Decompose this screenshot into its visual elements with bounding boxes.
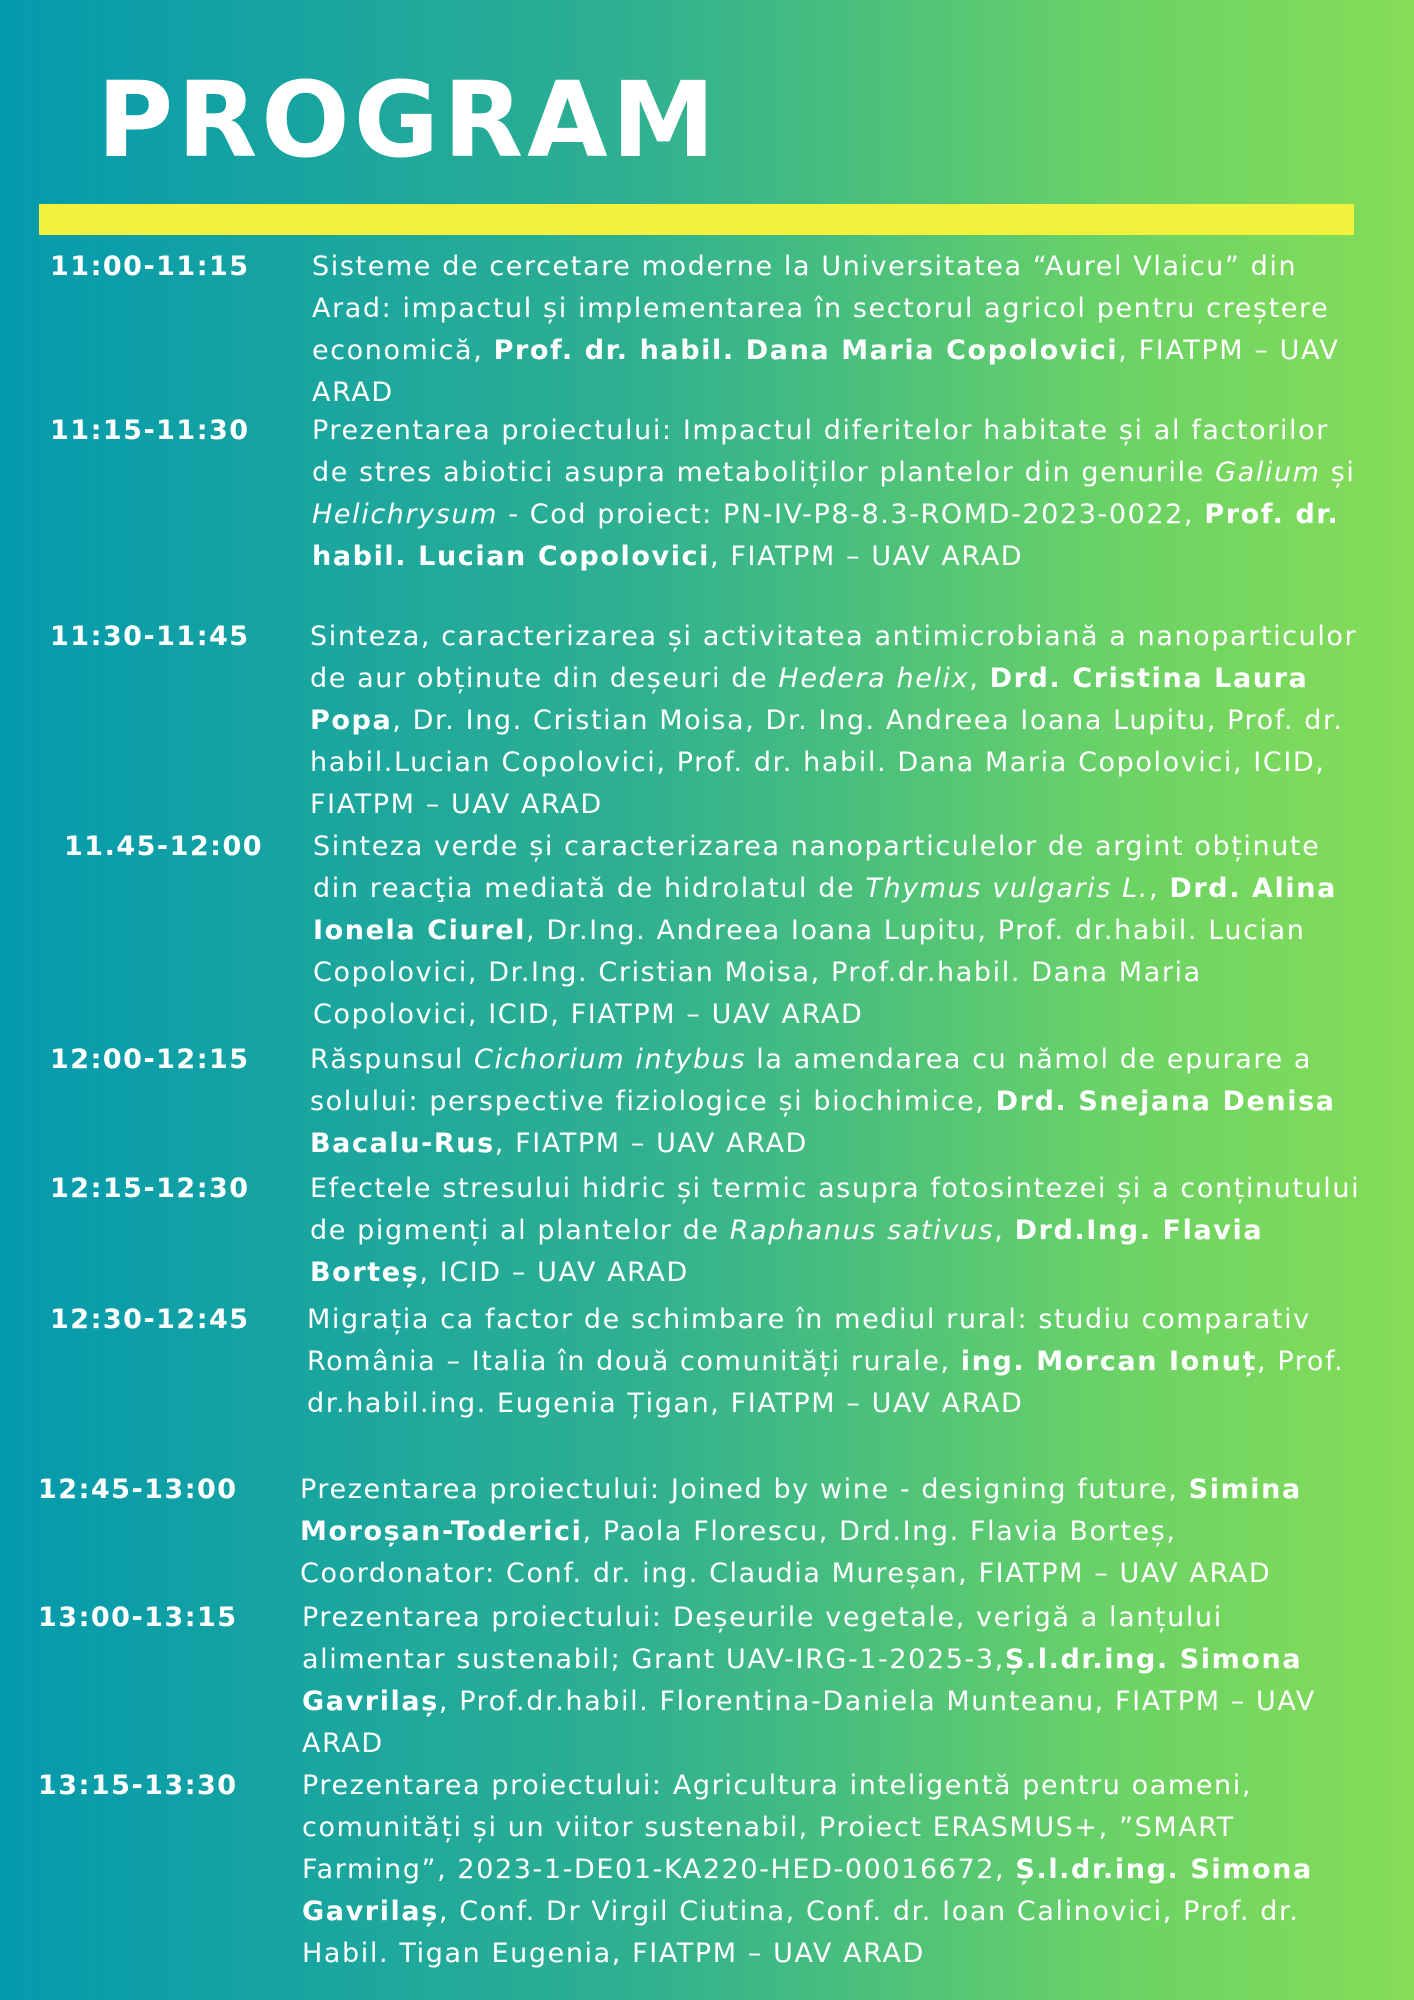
species-name: Helichrysum xyxy=(312,499,499,530)
description-text: , FIATPM – UAV ARAD xyxy=(312,335,1340,408)
description-text: Prezentarea proiectului: Deșeurile vegetale, verigă a lanțului alimentar sustenabil; Grant UAV-IRG-1-2025-3, xyxy=(302,1602,1223,1675)
time-slot: 12:45-13:00 xyxy=(38,1474,238,1505)
description-text: , ICID – UAV ARAD xyxy=(419,1257,689,1288)
speaker-name: Drd. Alina Ionela Ciurel xyxy=(313,873,1337,946)
speaker-name: Drd. Cristina Laura Popa xyxy=(310,663,1309,736)
description-text: , Dr.Ing. Andreea Ioana Lupitu, Prof. dr.habil. Lucian Copolovici, Dr.Ing. Cristian Moisa, Prof.dr.habil. Dana Maria Copolovici, ICID, FIATPM – UAV ARAD xyxy=(313,915,1306,1030)
time-slot: 12:00-12:15 xyxy=(50,1044,250,1075)
description-text: Sinteza verde și caracterizarea nanoparticulelor de argint obținute din reacţia mediată de hidrolatul de xyxy=(313,831,1321,904)
session-description xyxy=(310,616,1372,826)
description-text: , Paola Florescu, Drd.Ing. Flavia Borteș, Coordonator: Conf. dr. ing. Claudia Mureșan, FIATPM – UAV ARAD xyxy=(300,1516,1272,1589)
description-text: Sisteme de cercetare moderne la Universitatea “Aurel Vlaicu” din Arad: impactul și implementarea în sectorul agricol pentru creștere economică, xyxy=(312,251,1330,366)
description-text: Efectele stresului hidric și termic asupra fotosintezei și a conținutului de pigmenți al plantelor de xyxy=(310,1173,1361,1246)
description-text: Sinteza, caracterizarea și activitatea antimicrobiană a nanoparticulor de aur obținute din deșeuri de xyxy=(310,621,1358,694)
description-text: Răspunsul xyxy=(310,1044,474,1075)
description-text: Prezentarea proiectului: Joined by wine - designing future, xyxy=(300,1474,1189,1505)
description-text: , xyxy=(994,1215,1015,1246)
description-text: , xyxy=(969,663,990,694)
species-name: Galium xyxy=(1215,457,1321,488)
session-description xyxy=(300,1469,1372,1595)
description-text: , Dr. Ing. Cristian Moisa, Dr. Ing. Andreea Ioana Lupitu, Prof. dr. habil.Lucian Copolovici, Prof. dr. habil. Dana Maria Copolovici, ICID, FIATPM – UAV ARAD xyxy=(310,705,1344,820)
description-text: , Prof. dr.habil.ing. Eugenia Țigan, FIATPM – UAV ARAD xyxy=(307,1346,1345,1419)
page-title: PROGRAM xyxy=(97,59,720,181)
time-slot: 13:00-13:15 xyxy=(38,1602,238,1633)
time-slot: 12:30-12:45 xyxy=(50,1304,250,1335)
time-slot: 11:15-11:30 xyxy=(50,415,250,446)
description-text: , xyxy=(1148,873,1170,904)
accent-bar xyxy=(39,204,1354,235)
description-text: la amendarea cu nămol de epurare a solului: perspective fiziologice și biochimice, xyxy=(310,1044,1313,1117)
session-description xyxy=(310,1039,1372,1165)
session-description xyxy=(307,1299,1372,1425)
speaker-name: Prof. dr. habil. Lucian Copolovici xyxy=(312,499,1340,572)
species-name: Hedera helix xyxy=(778,663,970,694)
description-text: Prezentarea proiectului: Impactul diferitelor habitate și al factorilor de stres abiotici asupra metaboliților plantelor din genurile xyxy=(312,415,1329,488)
time-slot: 11.45-12:00 xyxy=(64,831,264,862)
species-name: Cichorium intybus xyxy=(474,1044,747,1075)
description-text: - Cod proiect: PN-IV-P8-8.3-ROMD-2023-0022, xyxy=(498,499,1205,530)
session-description xyxy=(310,1168,1372,1294)
description-text: Prezentarea proiectului: Agricultura inteligentă pentru oameni, comunități și un viitor sustenabil, Proiect ERASMUS+, ”SMART Farming”, 2023-1-DE01-KA220-HED-00016672, xyxy=(302,1770,1253,1885)
time-slot: 13:15-13:30 xyxy=(38,1770,238,1801)
species-name: Raphanus sativus xyxy=(729,1215,995,1246)
speaker-name: Prof. dr. habil. Dana Maria Copolovici xyxy=(493,335,1119,366)
description-text: , FIATPM – UAV ARAD xyxy=(710,541,1024,572)
session-description xyxy=(312,410,1372,578)
description-text: , Prof.dr.habil. Florentina-Daniela Munteanu, FIATPM – UAV ARAD xyxy=(302,1686,1316,1759)
speaker-name: Ș.l.dr.ing. Simona Gavrilaș xyxy=(302,1854,1313,1927)
speaker-name: Drd. Snejana Denisa Bacalu-Rus xyxy=(310,1086,1336,1159)
speaker-name: Drd.Ing. Flavia Borteș xyxy=(310,1215,1264,1288)
session-description xyxy=(302,1765,1372,1975)
session-description xyxy=(312,246,1372,414)
time-slot: 11:00-11:15 xyxy=(50,251,250,282)
description-text: , FIATPM – UAV ARAD xyxy=(494,1128,808,1159)
speaker-name: Simina Moroșan-Toderici xyxy=(300,1474,1302,1547)
description-text: și xyxy=(1320,457,1356,488)
species-name: Thymus vulgaris L. xyxy=(865,873,1149,904)
session-description xyxy=(302,1597,1372,1765)
speaker-name: Ș.l.dr.ing. Simona Gavrilaș xyxy=(302,1644,1303,1717)
description-text: , Conf. Dr Virgil Ciutina, Conf. dr. Ioan Calinovici, Prof. dr. Habil. Tigan Eugenia, FIATPM – UAV ARAD xyxy=(302,1896,1300,1969)
description-text: Migrația ca factor de schimbare în mediul rural: studiu comparativ România – Italia în două comunități rurale, xyxy=(307,1304,1311,1377)
time-slot: 12:15-12:30 xyxy=(50,1173,250,1204)
speaker-name: ing. Morcan Ionuț xyxy=(960,1346,1257,1377)
session-description xyxy=(313,826,1372,1036)
time-slot: 11:30-11:45 xyxy=(50,621,250,652)
